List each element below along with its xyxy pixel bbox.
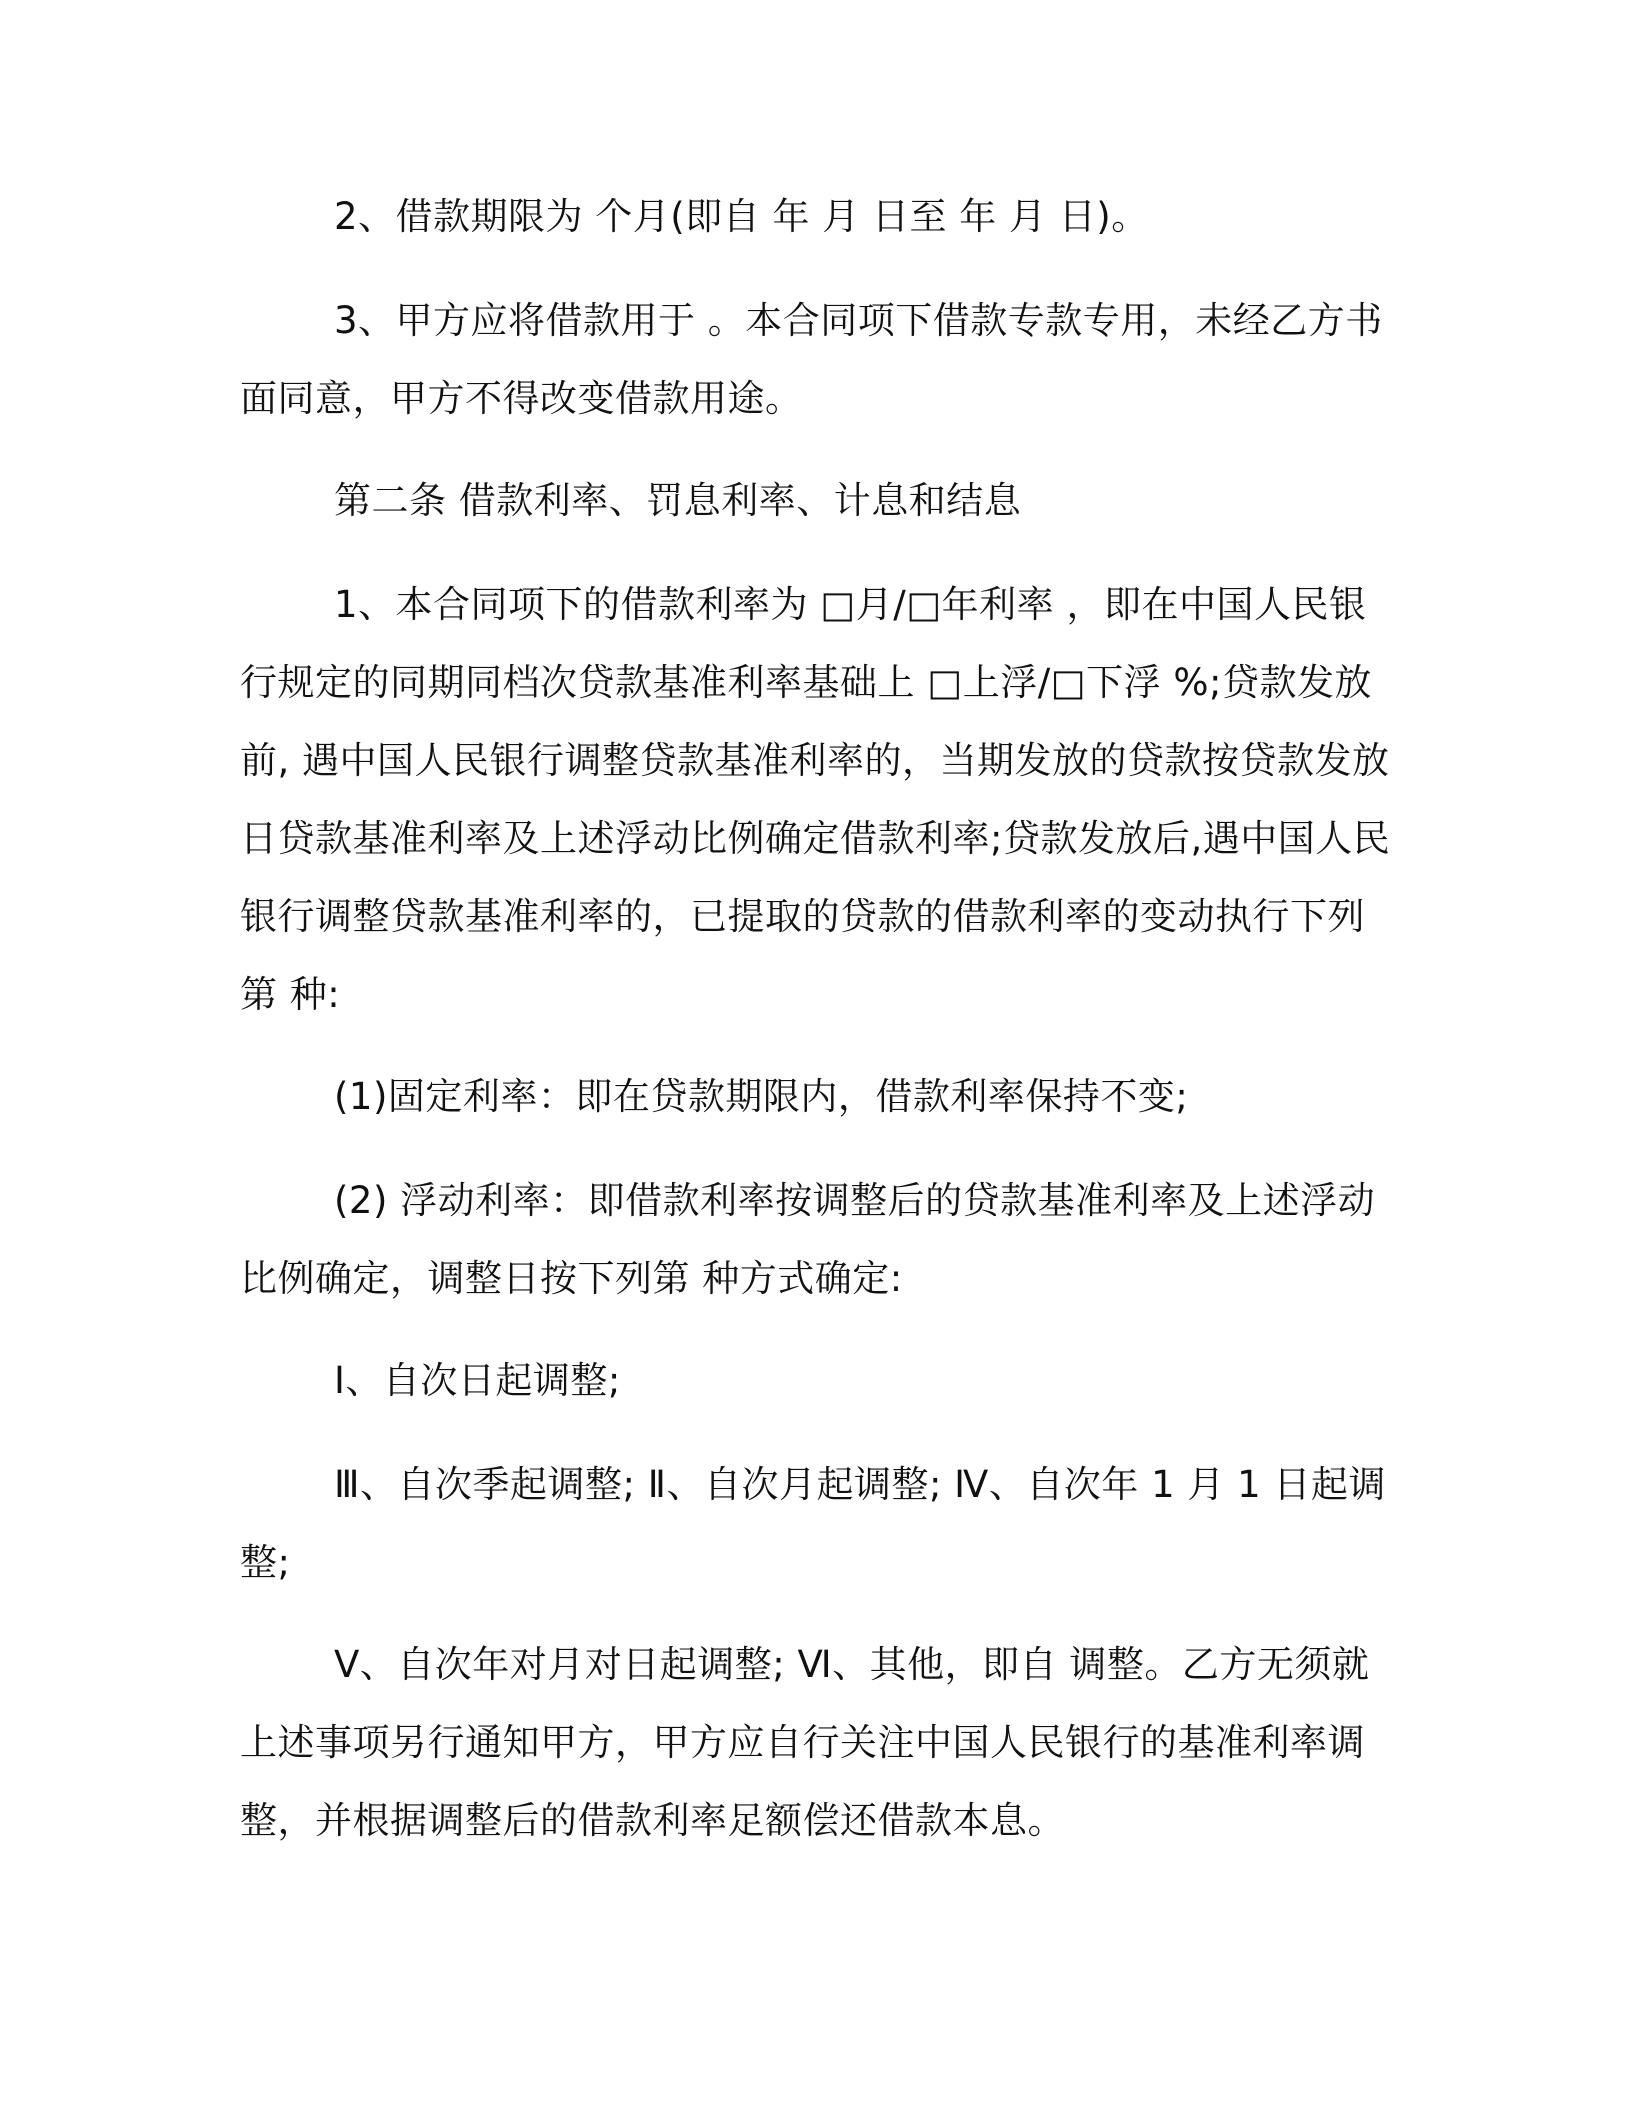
text-line: (2) 浮动利率：即借款利率按调整后的贷款基准利率及上述浮动 [334,1179,1376,1222]
text-line: 第 种: [240,973,341,1016]
text-line: Ⅰ、自次日起调整; [334,1359,621,1402]
text-line: 2、借款期限为 个月(即自 年 月 日至 年 月 日)。 [334,195,1149,238]
paragraph-loan-purpose [240,282,1390,438]
text-line: (1)固定利率：即在贷款期限内，借款利率保持不变; [334,1075,1189,1118]
text-line: Ⅲ、自次季起调整; Ⅱ、自次月起调整; Ⅳ、自次年 1 月 1 日起调 [334,1463,1386,1506]
text-line: 整，并根据调整后的借款利率足额偿还借款本息。 [240,1799,1065,1842]
paragraph-interest-rate [240,566,1390,1034]
paragraph-option-1 [240,1342,1390,1420]
text-line: 行规定的同期同档次贷款基准利率基础上 □上浮/□下浮 %;贷款发放 [240,661,1373,704]
paragraph-floating-rate [240,1162,1390,1318]
text-line: 前, 遇中国人民银行调整贷款基准利率的，当期发放的贷款按贷款发放 [240,739,1390,782]
paragraph-fixed-rate [240,1058,1390,1136]
paragraph-term-period [240,178,1390,256]
paragraph-options-2-4 [240,1446,1390,1602]
text-line: 3、甲方应将借款用于 。本合同项下借款专款专用，未经乙方书 [334,299,1383,342]
text-line: 整; [240,1541,291,1584]
text-line: 银行调整贷款基准利率的，已提取的贷款的借款利率的变动执行下列 [240,895,1365,938]
text-line: Ⅴ、自次年对月对日起调整; Ⅵ、其他，即自 调整。乙方无须就 [334,1643,1370,1686]
text-line: 比例确定，调整日按下列第 种方式确定: [240,1257,903,1300]
text-line: 面同意，甲方不得改变借款用途。 [240,377,803,420]
text-line: 上述事项另行通知甲方，甲方应自行关注中国人民银行的基准利率调 [240,1721,1365,1764]
text-line: 日贷款基准利率及上述浮动比例确定借款利率;贷款发放后,遇中国人民 [240,817,1391,860]
text-line: 第二条 借款利率、罚息利率、计息和结息 [334,479,1022,522]
article-heading [240,462,1390,540]
text-line: 1、本合同项下的借款利率为 □月/□年利率 ，即在中国人民银 [334,583,1367,626]
paragraph-options-5-6 [240,1626,1390,1860]
